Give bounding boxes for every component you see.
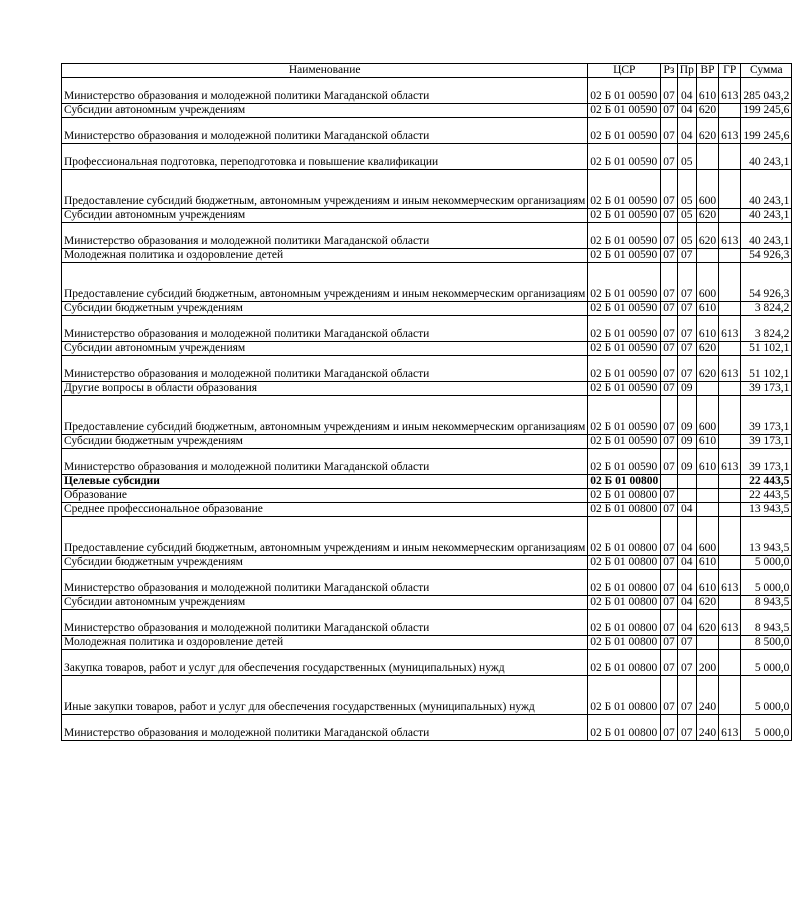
cell-rz: 07 — [661, 517, 678, 556]
cell-gr: 613 — [719, 449, 741, 475]
cell-name: Министерство образования и молодежной политики Магаданской области — [62, 449, 588, 475]
cell-name: Иные закупки товаров, работ и услуг для обеспечения государственных (муниципальных) нужд — [62, 676, 588, 715]
cell-name: Предоставление субсидий бюджетным, автономным учреждениям и иным некоммерческим организациям — [62, 170, 588, 209]
cell-csr: 02 Б 01 00800 — [588, 676, 661, 715]
cell-pr: 07 — [677, 263, 696, 302]
table-row — [62, 396, 792, 435]
cell-name: Молодежная политика и оздоровление детей — [62, 249, 588, 263]
cell-name: Молодежная политика и оздоровление детей — [62, 636, 588, 650]
cell-gr — [719, 489, 741, 503]
cell-rz: 07 — [661, 556, 678, 570]
cell-sum: 40 243,1 — [741, 144, 792, 170]
cell-sum: 51 102,1 — [741, 356, 792, 382]
table-row — [62, 263, 792, 302]
cell-rz: 07 — [661, 396, 678, 435]
cell-rz: 07 — [661, 636, 678, 650]
cell-csr: 02 Б 01 00590 — [588, 144, 661, 170]
cell-pr: 07 — [677, 676, 696, 715]
cell-vr: 600 — [696, 170, 718, 209]
table-row — [62, 104, 792, 118]
cell-pr: 07 — [677, 316, 696, 342]
cell-pr: 04 — [677, 118, 696, 144]
cell-rz: 07 — [661, 104, 678, 118]
cell-rz: 07 — [661, 489, 678, 503]
cell-vr: 610 — [696, 449, 718, 475]
cell-name: Министерство образования и молодежной политики Магаданской области — [62, 316, 588, 342]
table-row — [62, 676, 792, 715]
cell-vr — [696, 489, 718, 503]
cell-rz: 07 — [661, 570, 678, 596]
cell-pr: 09 — [677, 382, 696, 396]
table-row — [62, 650, 792, 676]
cell-rz: 07 — [661, 249, 678, 263]
cell-name: Министерство образования и молодежной политики Магаданской области — [62, 610, 588, 636]
table-row — [62, 342, 792, 356]
header-gr: ГР — [719, 64, 741, 78]
cell-name: Субсидии автономным учреждениям — [62, 104, 588, 118]
cell-rz: 07 — [661, 610, 678, 636]
cell-vr: 620 — [696, 342, 718, 356]
cell-csr: 02 Б 01 00590 — [588, 382, 661, 396]
cell-pr: 07 — [677, 302, 696, 316]
cell-csr: 02 Б 01 00590 — [588, 342, 661, 356]
cell-name: Другие вопросы в области образования — [62, 382, 588, 396]
cell-csr: 02 Б 01 00590 — [588, 223, 661, 249]
cell-csr: 02 Б 01 00590 — [588, 263, 661, 302]
cell-gr — [719, 503, 741, 517]
cell-vr — [696, 249, 718, 263]
cell-rz: 07 — [661, 342, 678, 356]
cell-pr: 05 — [677, 170, 696, 209]
cell-sum: 22 443,5 — [741, 475, 792, 489]
cell-name: Субсидии автономным учреждениям — [62, 596, 588, 610]
cell-name: Субсидии автономным учреждениям — [62, 342, 588, 356]
cell-rz: 07 — [661, 118, 678, 144]
cell-csr: 02 Б 01 00800 — [588, 570, 661, 596]
cell-gr — [719, 435, 741, 449]
cell-csr: 02 Б 01 00800 — [588, 556, 661, 570]
table-row — [62, 382, 792, 396]
cell-vr: 620 — [696, 596, 718, 610]
cell-csr: 02 Б 01 00800 — [588, 610, 661, 636]
cell-rz: 07 — [661, 144, 678, 170]
table-row — [62, 596, 792, 610]
table-row — [62, 223, 792, 249]
cell-gr: 613 — [719, 223, 741, 249]
cell-rz: 07 — [661, 316, 678, 342]
cell-gr — [719, 636, 741, 650]
cell-rz: 07 — [661, 676, 678, 715]
cell-pr: 05 — [677, 223, 696, 249]
cell-gr — [719, 104, 741, 118]
cell-vr — [696, 144, 718, 170]
header-vr: ВР — [696, 64, 718, 78]
cell-gr — [719, 170, 741, 209]
cell-csr: 02 Б 01 00800 — [588, 650, 661, 676]
cell-rz: 07 — [661, 263, 678, 302]
cell-pr: 07 — [677, 650, 696, 676]
cell-pr: 04 — [677, 556, 696, 570]
table-row — [62, 517, 792, 556]
table-row — [62, 118, 792, 144]
cell-sum: 8 500,0 — [741, 636, 792, 650]
cell-pr: 04 — [677, 503, 696, 517]
cell-rz — [661, 475, 678, 489]
cell-name: Субсидии бюджетным учреждениям — [62, 302, 588, 316]
cell-rz: 07 — [661, 302, 678, 316]
cell-name: Предоставление субсидий бюджетным, автономным учреждениям и иным некоммерческим организациям — [62, 517, 588, 556]
cell-gr — [719, 475, 741, 489]
cell-pr: 04 — [677, 104, 696, 118]
header-sum: Сумма — [741, 64, 792, 78]
cell-csr: 02 Б 01 00800 — [588, 503, 661, 517]
cell-sum: 13 943,5 — [741, 517, 792, 556]
cell-csr: 02 Б 01 00590 — [588, 104, 661, 118]
cell-sum: 5 000,0 — [741, 715, 792, 741]
table-row — [62, 170, 792, 209]
cell-csr: 02 Б 01 00590 — [588, 396, 661, 435]
cell-vr: 600 — [696, 517, 718, 556]
cell-sum: 39 173,1 — [741, 396, 792, 435]
cell-name: Профессиональная подготовка, переподготовка и повышение квалификации — [62, 144, 588, 170]
cell-name: Субсидии автономным учреждениям — [62, 209, 588, 223]
cell-pr: 04 — [677, 78, 696, 104]
cell-sum: 39 173,1 — [741, 435, 792, 449]
table-body — [62, 78, 792, 741]
cell-rz: 07 — [661, 650, 678, 676]
cell-csr: 02 Б 01 00590 — [588, 249, 661, 263]
cell-gr: 613 — [719, 570, 741, 596]
cell-csr: 02 Б 01 00590 — [588, 449, 661, 475]
cell-sum: 3 824,2 — [741, 302, 792, 316]
cell-sum: 285 043,2 — [741, 78, 792, 104]
cell-gr — [719, 144, 741, 170]
cell-pr: 04 — [677, 517, 696, 556]
table-row — [62, 636, 792, 650]
cell-vr: 620 — [696, 356, 718, 382]
cell-vr — [696, 636, 718, 650]
cell-gr — [719, 209, 741, 223]
cell-sum: 40 243,1 — [741, 170, 792, 209]
cell-pr — [677, 475, 696, 489]
cell-gr: 613 — [719, 610, 741, 636]
cell-csr: 02 Б 01 00800 — [588, 715, 661, 741]
cell-rz: 07 — [661, 503, 678, 517]
cell-name: Закупка товаров, работ и услуг для обеспечения государственных (муниципальных) нужд — [62, 650, 588, 676]
table-row — [62, 570, 792, 596]
cell-csr: 02 Б 01 00800 — [588, 489, 661, 503]
cell-name: Субсидии бюджетным учреждениям — [62, 556, 588, 570]
cell-vr: 240 — [696, 676, 718, 715]
cell-gr — [719, 676, 741, 715]
cell-vr — [696, 382, 718, 396]
table-row — [62, 715, 792, 741]
cell-vr: 610 — [696, 570, 718, 596]
cell-vr — [696, 475, 718, 489]
table-row — [62, 78, 792, 104]
cell-sum: 5 000,0 — [741, 556, 792, 570]
cell-name: Министерство образования и молодежной политики Магаданской области — [62, 570, 588, 596]
cell-rz: 07 — [661, 382, 678, 396]
cell-gr — [719, 249, 741, 263]
cell-pr: 07 — [677, 715, 696, 741]
cell-vr: 610 — [696, 435, 718, 449]
header-pr: Пр — [677, 64, 696, 78]
cell-sum: 5 000,0 — [741, 650, 792, 676]
cell-name: Министерство образования и молодежной политики Магаданской области — [62, 78, 588, 104]
cell-gr — [719, 382, 741, 396]
table-row — [62, 144, 792, 170]
cell-name: Субсидии бюджетным учреждениям — [62, 435, 588, 449]
table-row — [62, 610, 792, 636]
cell-csr: 02 Б 01 00590 — [588, 356, 661, 382]
budget-table — [61, 63, 792, 741]
cell-name: Целевые субсидии — [62, 475, 588, 489]
cell-gr — [719, 342, 741, 356]
cell-vr: 600 — [696, 263, 718, 302]
cell-csr: 02 Б 01 00800 — [588, 636, 661, 650]
cell-pr: 07 — [677, 249, 696, 263]
cell-sum: 13 943,5 — [741, 503, 792, 517]
cell-vr: 240 — [696, 715, 718, 741]
cell-name: Предоставление субсидий бюджетным, автономным учреждениям и иным некоммерческим организациям — [62, 263, 588, 302]
cell-sum: 199 245,6 — [741, 118, 792, 144]
table-row — [62, 556, 792, 570]
table-row — [62, 503, 792, 517]
cell-csr: 02 Б 01 00800 — [588, 596, 661, 610]
cell-pr: 04 — [677, 570, 696, 596]
cell-csr: 02 Б 01 00590 — [588, 435, 661, 449]
cell-rz: 07 — [661, 356, 678, 382]
cell-csr: 02 Б 01 00590 — [588, 118, 661, 144]
cell-rz: 07 — [661, 715, 678, 741]
cell-csr: 02 Б 01 00590 — [588, 170, 661, 209]
table-row — [62, 316, 792, 342]
header-rz: Рз — [661, 64, 678, 78]
cell-csr: 02 Б 01 00800 — [588, 517, 661, 556]
header-name: Наименование — [62, 64, 588, 78]
cell-csr: 02 Б 01 00590 — [588, 302, 661, 316]
table-row — [62, 302, 792, 316]
cell-name: Министерство образования и молодежной политики Магаданской области — [62, 118, 588, 144]
cell-rz: 07 — [661, 170, 678, 209]
cell-vr: 620 — [696, 118, 718, 144]
cell-pr — [677, 489, 696, 503]
cell-name: Предоставление субсидий бюджетным, автономным учреждениям и иным некоммерческим организациям — [62, 396, 588, 435]
cell-name: Министерство образования и молодежной политики Магаданской области — [62, 715, 588, 741]
cell-vr: 200 — [696, 650, 718, 676]
cell-sum: 3 824,2 — [741, 316, 792, 342]
table-header-row — [62, 64, 792, 78]
cell-csr: 02 Б 01 00590 — [588, 78, 661, 104]
cell-gr: 613 — [719, 715, 741, 741]
table-row — [62, 209, 792, 223]
cell-sum: 40 243,1 — [741, 209, 792, 223]
cell-gr — [719, 650, 741, 676]
cell-gr — [719, 596, 741, 610]
cell-sum: 54 926,3 — [741, 263, 792, 302]
cell-rz: 07 — [661, 449, 678, 475]
cell-sum: 5 000,0 — [741, 676, 792, 715]
cell-vr: 620 — [696, 209, 718, 223]
cell-gr: 613 — [719, 118, 741, 144]
cell-vr — [696, 503, 718, 517]
cell-sum: 39 173,1 — [741, 449, 792, 475]
cell-pr: 05 — [677, 209, 696, 223]
cell-sum: 8 943,5 — [741, 596, 792, 610]
cell-gr: 613 — [719, 316, 741, 342]
cell-gr — [719, 396, 741, 435]
cell-pr: 09 — [677, 449, 696, 475]
cell-sum: 51 102,1 — [741, 342, 792, 356]
cell-name: Образование — [62, 489, 588, 503]
cell-csr: 02 Б 01 00800 — [588, 475, 661, 489]
cell-name: Министерство образования и молодежной политики Магаданской области — [62, 223, 588, 249]
cell-gr — [719, 556, 741, 570]
cell-gr — [719, 263, 741, 302]
cell-vr: 610 — [696, 78, 718, 104]
cell-pr: 07 — [677, 342, 696, 356]
cell-pr: 09 — [677, 396, 696, 435]
table-row — [62, 249, 792, 263]
cell-pr: 09 — [677, 435, 696, 449]
cell-sum: 54 926,3 — [741, 249, 792, 263]
table-row — [62, 475, 792, 489]
cell-sum: 40 243,1 — [741, 223, 792, 249]
cell-name: Среднее профессиональное образование — [62, 503, 588, 517]
cell-gr — [719, 302, 741, 316]
cell-vr: 610 — [696, 556, 718, 570]
table-row — [62, 435, 792, 449]
cell-vr: 610 — [696, 316, 718, 342]
cell-pr: 04 — [677, 610, 696, 636]
cell-name: Министерство образования и молодежной политики Магаданской области — [62, 356, 588, 382]
header-csr: ЦСР — [588, 64, 661, 78]
cell-gr — [719, 517, 741, 556]
cell-rz: 07 — [661, 435, 678, 449]
cell-pr: 05 — [677, 144, 696, 170]
cell-csr: 02 Б 01 00590 — [588, 209, 661, 223]
cell-vr: 610 — [696, 302, 718, 316]
cell-rz: 07 — [661, 78, 678, 104]
cell-rz: 07 — [661, 209, 678, 223]
cell-vr: 620 — [696, 223, 718, 249]
table-row — [62, 356, 792, 382]
cell-pr: 07 — [677, 356, 696, 382]
cell-sum: 8 943,5 — [741, 610, 792, 636]
table-row — [62, 449, 792, 475]
cell-rz: 07 — [661, 223, 678, 249]
cell-gr: 613 — [719, 78, 741, 104]
cell-vr: 600 — [696, 396, 718, 435]
cell-vr: 620 — [696, 610, 718, 636]
cell-sum: 5 000,0 — [741, 570, 792, 596]
cell-gr: 613 — [719, 356, 741, 382]
cell-rz: 07 — [661, 596, 678, 610]
cell-sum: 199 245,6 — [741, 104, 792, 118]
cell-sum: 39 173,1 — [741, 382, 792, 396]
cell-vr: 620 — [696, 104, 718, 118]
cell-csr: 02 Б 01 00590 — [588, 316, 661, 342]
cell-pr: 07 — [677, 636, 696, 650]
cell-pr: 04 — [677, 596, 696, 610]
table-row — [62, 489, 792, 503]
cell-sum: 22 443,5 — [741, 489, 792, 503]
